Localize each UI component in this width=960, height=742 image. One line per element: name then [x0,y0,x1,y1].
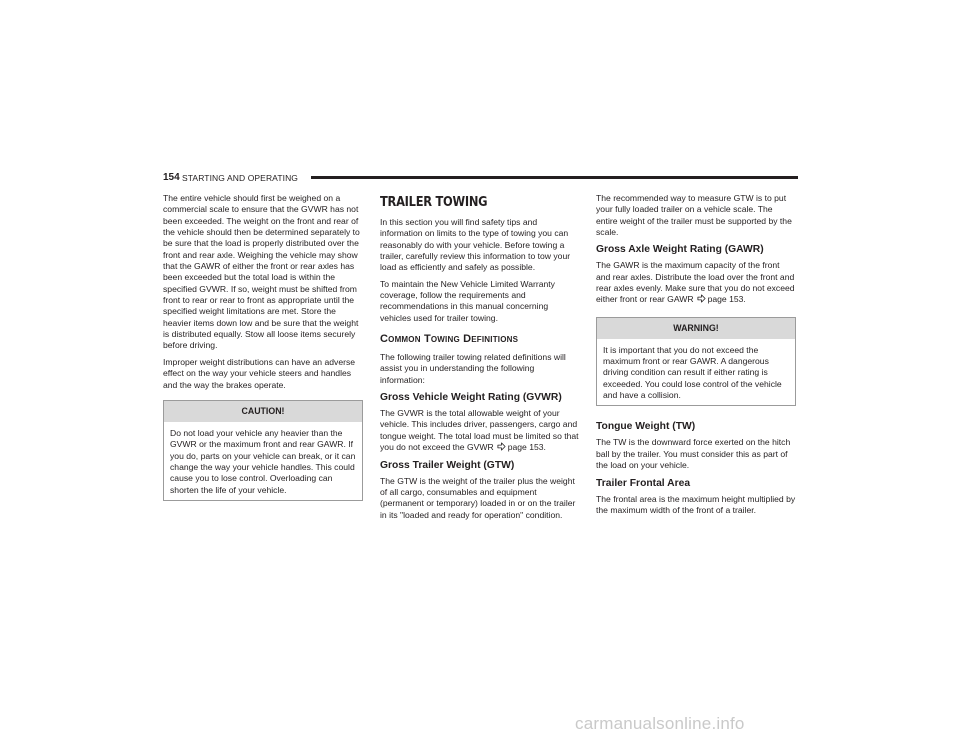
page-header [163,171,798,185]
column-right [596,193,796,521]
caution-title: CAUTION! [164,401,362,422]
paragraph: The frontal area is the maximum height multiplied by the maximum width of the front of a trailer. [596,493,796,515]
caution-box [163,400,363,501]
paragraph: The following trailer towing related definitions will assist you in understanding the following information: [380,352,566,385]
gvwr-text: The GVWR is the total allowable weight of your vehicle. This includes driver, passengers, cargo and tongue weight. The total load must be limited so that you do not exceed the GVWR [380,408,579,453]
watermark: carmanualsonline.info [575,714,745,733]
page-reference-text: page 153. [707,294,746,305]
paragraph: In this section you will find safety tips and information on limits to the type of towing you can reasonably do with your vehicle. Before towing a trailer, carefully review this information to tow your load as efficiently and safely as possible. [380,217,571,273]
gawr-text: The GAWR is the maximum capacity of the front and rear axles. Distribute the load over the front and rear axles evenly. Make sure that you do not exceed either front or rear GAWR [596,260,795,305]
paragraph: The TW is the downward force exerted on the hitch ball by the trailer. You must consider this as part of the load on your vehicle. [596,437,791,471]
subsection-title-gvwr: Gross Vehicle Weight Rating (GVWR) [380,392,562,404]
right-arrow-outline-icon [697,294,706,303]
section-name: STARTING AND OPERATING [182,173,299,183]
right-arrow-outline-icon [497,442,506,451]
warning-text: It is important that you do not exceed the maximum front or rear GAWR. A dangerous driving condition can result if either rating is exceeded. You could lose control of the vehicle and have a collision. [603,344,782,401]
paragraph-gvwr [380,408,580,453]
page-reference[interactable] [494,442,546,452]
warning-box [596,317,796,407]
caution-text: Do not load your vehicle any heavier than the GVWR or the maximum front and rear GAWR. If you do, parts on your vehicle can break, or it can change the way your vehicle handles. This could cause you to lose control. Overloading can shorten the life of your vehicle. [170,427,356,495]
subsection-title-tw: Tongue Weight (TW) [596,421,696,433]
subsection-title-gawr: Gross Axle Weight Rating (GAWR) [596,244,764,256]
subsection-title-frontal-area: Trailer Frontal Area [596,477,691,489]
section-title: Common Towing Definitions [380,333,519,346]
warning-title: WARNING! [597,318,795,339]
paragraph: Improper weight distributions can have an adverse effect on the way your vehicle steers and handles and the way the brakes operate. [163,356,356,390]
paragraph: The entire vehicle should first be weighed on a commercial scale to ensure that the GVWR has not been exceeded. The weight on the front and rear of the vehicle should then be determined separately to be sure that the load is properly distributed over the front and rear axle. Weighing the vehicle may show that the GAWR of either the front or rear axles has been exceeded but the total load is within the specified GVWR. If so, weight must be shifted from front to rear or rear to front as appropriate until the specified weight limitations are met. Store the heavier items down low and be sure that the weight is distributed equally. Stow all loose items securely before driving. [163,193,360,351]
paragraph: The GTW is the weight of the trailer plus the weight of all cargo, consumables and equipment (permanent or temporary) loaded in or on the trailer in its "loaded and ready for operation" condition. [380,475,576,520]
column-left [163,193,363,501]
column-middle [380,193,580,526]
header-rule [311,176,798,179]
page-reference-text: page 153. [507,442,546,453]
subsection-title-gtw: Gross Trailer Weight (GTW) [380,459,515,471]
paragraph: To maintain the New Vehicle Limited Warranty coverage, follow the requirements and recommendations in this manual concerning vehicles used for trailer towing. [380,278,555,323]
page-number: 154 [163,172,180,183]
chapter-title: TRAILER TOWING [380,195,488,210]
paragraph-gawr [596,260,796,305]
paragraph: The recommended way to measure GTW is to put your fully loaded trailer on a vehicle scale. The entire weight of the trailer must be supported by the scale. [596,193,792,238]
page-reference[interactable] [694,294,746,304]
